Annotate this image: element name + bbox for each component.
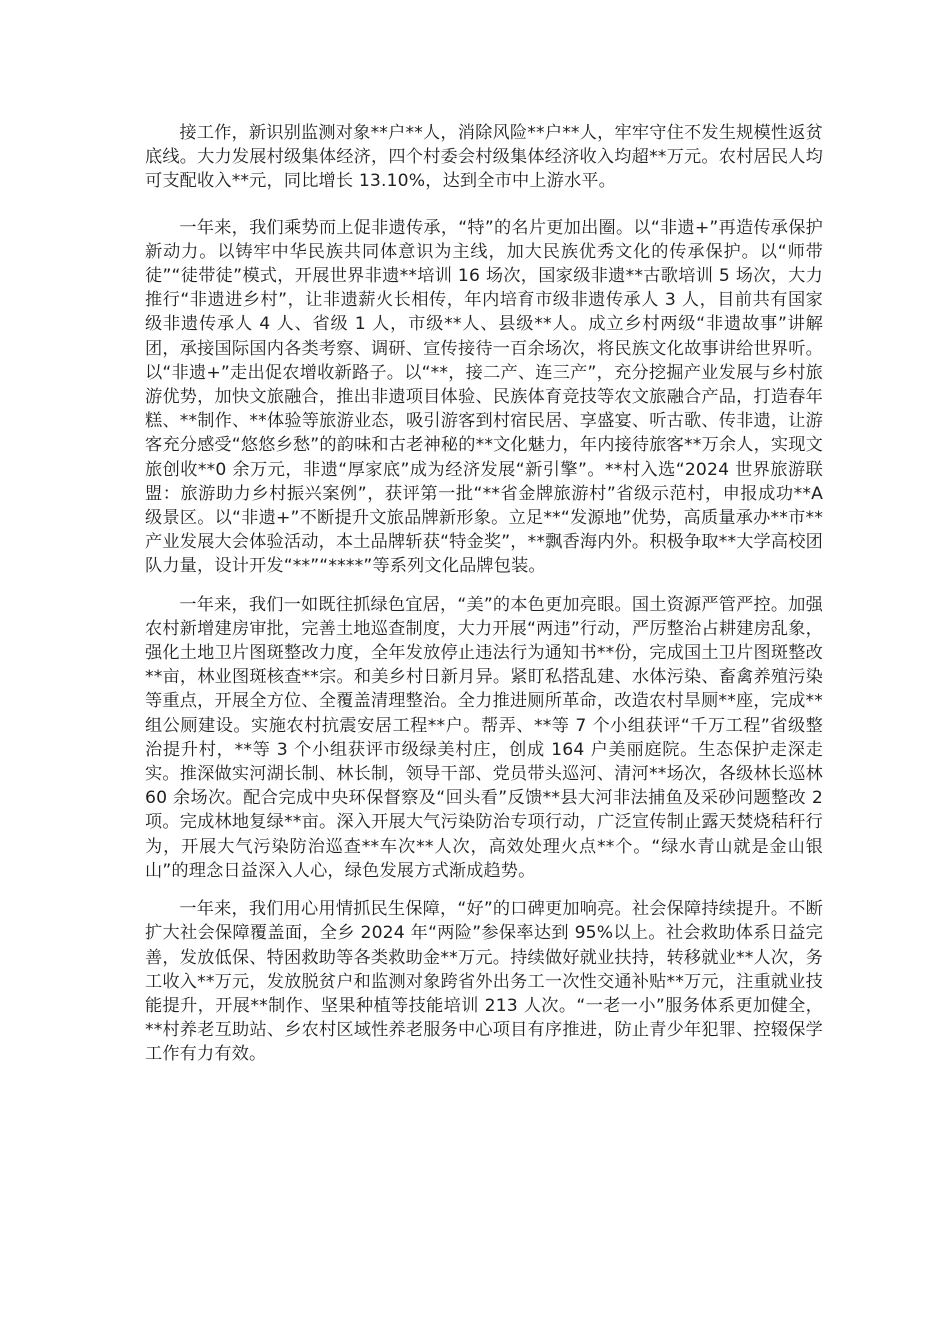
paragraph-poverty-monitoring: 接工作，新识别监测对象**户**人，消除风险**户**人，牢牢守住不发生规模性返贫底线。大力发展村级集体经济，四个村委会村级集体经济收入均超**万元。农村居民人均可支配收入**元，同比增长 13.10%，达到全市中上游水平。 (145, 123, 823, 192)
paragraph-green-livability: 一年来，我们一如既往抓绿色宜居，“美”的本色更加亮眼。国土资源严管严控。加强农村新增建房审批，完善土地巡查制度，大力开展“两违”行动，严厉整治占耕建房乱象，强化土地卫片图斑整改力度，全年发放停止违法行为通知书**份，完成国土卫片图斑整改**亩，林业图斑核查**宗。和美乡村日新月异。紧盯私搭乱建、水体污染、畜禽养殖污染等重点，开展全方位、全覆盖清理整治。全力推进厕所革命，改造农村旱厕**座，完成**组公厕建设。实施农村抗震安居工程**户。帮弄、**等 7 个小组获评“千万工程”省级整治提升村，**等 3 个小组获评市级绿美村庄，创成 164 户美丽庭院。生态保护走深走实。推深做实河湖长制、林长制，领导干部、党员带头巡河、清河**场次，各级林长巡林 60 余场次。配合完成中央环保督察及“回头看”反馈**县大河非法捕鱼及采砂问题整改 2 项。完成林地复绿**亩。深入开展大气污染防治专项行动，广泛宣传制止露天焚烧秸秆行为，开展大气污染防治巡查**车次**人次，高效处理火点**个。“绿水青山就是金山银山”的理念日益深入人心，绿色发展方式渐成趋势。 (145, 594, 823, 881)
paragraph-livelihood-security: 一年来，我们用心用情抓民生保障，“好”的口碑更加响亮。社会保障持续提升。不断扩大社会保障覆盖面，全乡 2024 年“两险”参保率达到 95%以上。社会救助体系日益完善，发放低保、特困救助等各类救助金**万元。持续做好就业扶持，转移就业**人次，务工收入**万元，发放脱贫户和监测对象跨省外出务工一次性交通补贴**万元，注重就业技能提升，开展**制作、坚果种植等技能培训 213 人次。“一老一小”服务体系更加健全，**村养老互助站、乡农村区域性养老服务中心项目有序推进，防止青少年犯罪、控辍保学工作有力有效。 (145, 899, 823, 1065)
document-page (145, 121, 823, 1067)
paragraph-intangible-heritage: 一年来，我们乘势而上促非遗传承，“特”的名片更加出圈。以“非遗+”再造传承保护新动力。以铸牢中华民族共同体意识为主线，加大民族优秀文化的传承保护。以“师带徒”“徒带徒”模式，开展世界非遗**培训 16 场次，国家级非遗**古歌培训 5 场次，大力推行“非遗进乡村”，让非遗薪火长相传，年内培育市级非遗传承人 3 人，目前共有国家级非遗传承人 4 人、省级 1 人，市级**人、县级**人。成立乡村两级“非遗故事”讲解团，承接国际国内各类考察、调研、宣传接待一百余场次，将民族文化故事讲给世界听。以“非遗+”走出促农增收新路子。以“**，接二产、连三产”，充分挖掘产业发展与乡村旅游优势，加快文旅融合，推出非遗项目体验、民族体育竞技等农文旅融合产品，打造春年糕、**制作、**体验等旅游业态，吸引游客到村宿民居、享盛宴、听古歌、传非遗，让游客充分感受“悠悠乡愁”的韵味和古老神秘的**文化魅力，年内接待旅客**万余人，实现文旅创收**0 余万元，非遗“厚家底”成为经济发展“新引擎”。**村入选“2024 世界旅游联盟：旅游助力乡村振兴案例”，获评第一批“**省金牌旅游村”省级示范村，申报成功**A 级景区。以“非遗+”不断提升文旅品牌新形象。立足**“发源地”优势，高质量承办**市**产业发展大会体验活动，本土品牌斩获“特金奖”，**飘香海内外。积极争取**大学高校团队力量，设计开发“**”“****”等系列文化品牌包装。 (145, 217, 823, 577)
